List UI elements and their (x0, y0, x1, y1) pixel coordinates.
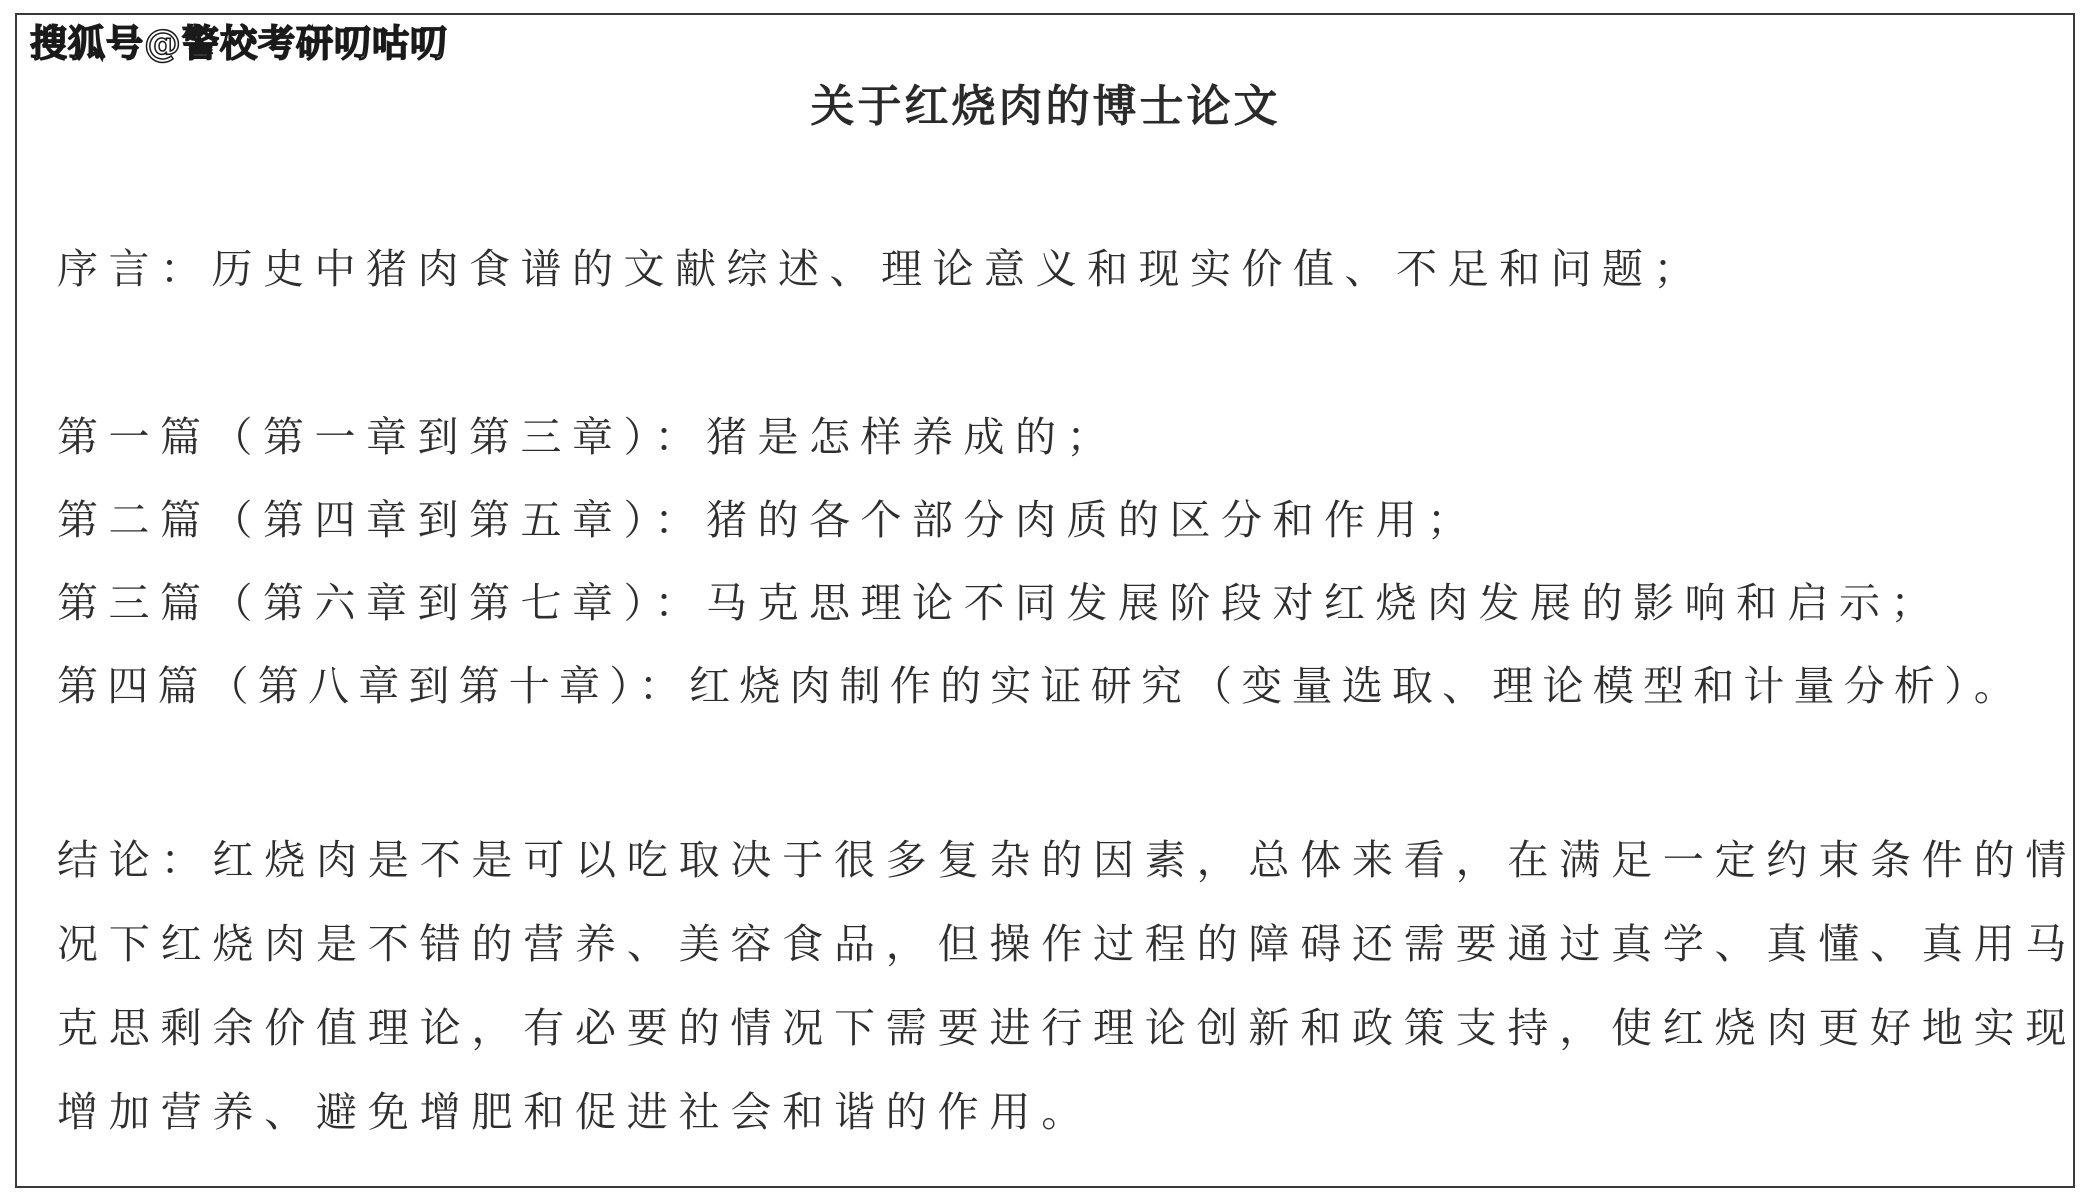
watermark: 搜狐号@警校考研叨咕叨 (30, 22, 448, 65)
conclusion-line: 增加营养、避免增肥和促进社会和谐的作用。 (57, 1088, 1093, 1136)
chapter-part-2: 第二篇（第四章到第五章）：猪的各个部分肉质的区分和作用； (57, 496, 1479, 544)
conclusion-paragraph (57, 818, 2078, 1154)
conclusion-line: 况下红烧肉是不错的营养、美容食品，但操作过程的障碍还需要通过真学、真懂、真用马 (57, 920, 2078, 968)
conclusion-line: 结论：红烧肉是不是可以吃取决于很多复杂的因素，总体来看，在满足一定约束条件的情 (57, 836, 2078, 884)
chapter-part-4: 第四篇（第八章到第十章）：红烧肉制作的实证研究（变量选取、理论模型和计量分析）。 (57, 662, 2024, 710)
document-title: 关于红烧肉的博士论文 (810, 81, 1281, 132)
preface-text: 序言：历史中猪肉食谱的文献综述、理论意义和现实价值、不足和问题； (57, 245, 1705, 293)
chapter-part-1: 第一篇（第一章到第三章）：猪是怎样养成的； (57, 413, 1118, 461)
chapter-part-3: 第三篇（第六章到第七章）：马克思理论不同发展阶段对红烧肉发展的影响和启示； (57, 579, 1942, 627)
conclusion-line: 克思剩余价值理论，有必要的情况下需要进行理论创新和政策支持，使红烧肉更好地实现 (57, 1004, 2078, 1052)
